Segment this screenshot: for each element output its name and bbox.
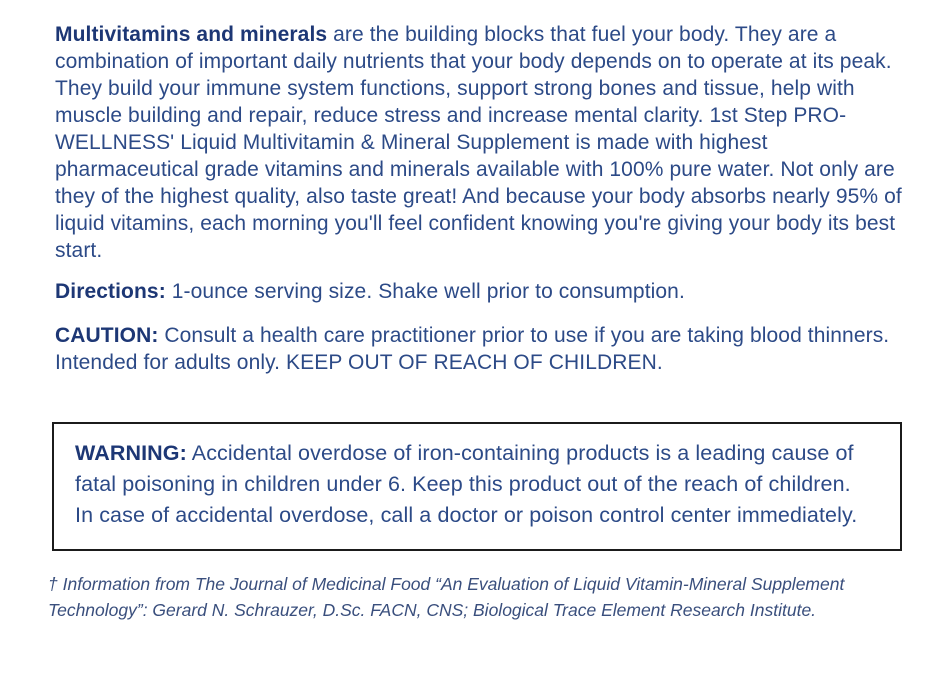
warning-box [52, 422, 902, 551]
directions-text: 1-ounce serving size. Shake well prior to consumption. [165, 280, 685, 303]
warning-text: Accidental overdose of iron-containing products is a leading cause of fatal poisoning in children under 6. Keep this product out of the reach of children. In case of accidental overdose, call a doctor or poison control center immediately. [75, 441, 858, 527]
intro-text: are the building blocks that fuel your body. They are a combination of important daily nutrients that your body depends on to operate at its peak. They build your immune system functions, support strong bones and tissue, help with muscle building and repair, reduce stress and increase mental clarity. 1st Step PRO-WELLNESS' Liquid Multivitamin & Mineral Supplement is made with highest pharmaceutical grade vitamins and minerals available with 100% pure water. Not only are they of the highest quality, also taste great! And because your body absorbs nearly 95% of liquid vitamins, each morning you'll feel confident knowing you're giving your body its best start. [55, 23, 902, 262]
directions-paragraph [55, 278, 906, 305]
warning-paragraph [75, 438, 874, 531]
caution-paragraph [55, 322, 906, 376]
caution-label: CAUTION: [55, 324, 159, 347]
intro-lead-bold: Multivitamins and minerals [55, 23, 328, 46]
intro-paragraph [55, 21, 906, 264]
directions-label: Directions: [55, 280, 166, 303]
warning-label: WARNING: [75, 441, 187, 465]
footnote: † Information from The Journal of Medicinal Food “An Evaluation of Liquid Vitamin-Mineral Supplement Technology”: Gerard N. Schrauzer, D.Sc. FACN, CNS; Biological Trace Element Research Institute. [48, 574, 845, 620]
caution-text: Consult a health care practitioner prior to use if you are taking blood thinners. Intended for adults only. KEEP OUT OF REACH OF CHILDREN. [55, 324, 890, 374]
